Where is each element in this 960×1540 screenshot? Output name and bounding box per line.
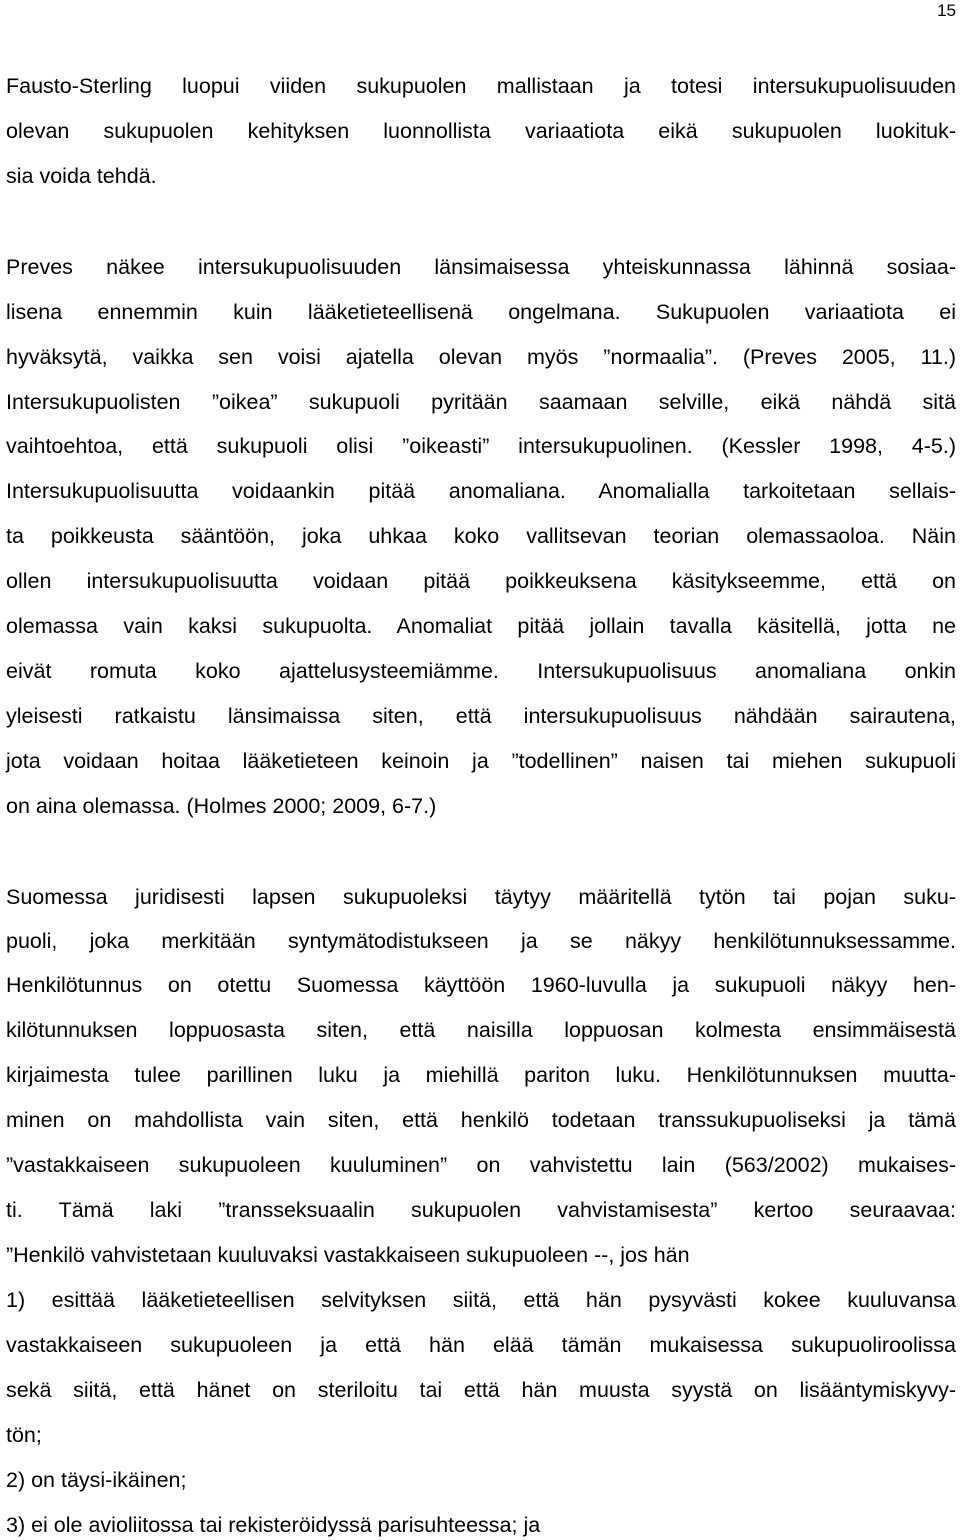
text-line: sia voida tehdä. bbox=[6, 164, 157, 188]
text-line: tön; bbox=[6, 1423, 42, 1447]
text-line: ”Henkilö vahvistetaan kuuluvaksi vastakkaiseen sukupuoleen --, jos hän bbox=[6, 1243, 690, 1267]
text-line: Preves näkee intersukupuolisuuden länsimaisessa yhteiskunnassa lähinnä sosiaa- bbox=[6, 255, 956, 279]
text-line: jota voidaan hoitaa lääketieteen keinoin ja ”todellinen” naisen tai miehen sukupuoli bbox=[6, 749, 956, 773]
text-line: ”vastakkaiseen sukupuoleen kuuluminen” on vahvistettu lain (563/2002) mukaises- bbox=[6, 1153, 956, 1177]
text-line: lisena ennemmin kuin lääketieteellisenä ongelmana. Sukupuolen variaatiota ei bbox=[6, 300, 956, 324]
text-line: sekä siitä, että hänet on steriloitu tai että hän muusta syystä on lisääntymiskyvy- bbox=[6, 1378, 956, 1402]
text-line: Intersukupuolisuutta voidaankin pitää anomaliana. Anomalialla tarkoitetaan sellais- bbox=[6, 479, 956, 503]
text-line: hyväksytä, vaikka sen voisi ajatella olevan myös ”normaalia”. (Preves 2005, 11.) bbox=[6, 345, 956, 369]
text-line: ollen intersukupuolisuutta voidaan pitää poikkeuksena käsitykseemme, että on bbox=[6, 569, 956, 593]
text-line: 1) esittää lääketieteellisen selvityksen siitä, että hän pysyvästi kokee kuuluvansa bbox=[6, 1288, 956, 1312]
text-line: ta poikkeusta sääntöön, joka uhkaa koko vallitsevan teorian olemassaoloa. Näin bbox=[6, 524, 956, 548]
text-line: kirjaimesta tulee parillinen luku ja miehillä pariton luku. Henkilötunnuksen muutta- bbox=[6, 1063, 956, 1087]
text-line: kilötunnuksen loppuosasta siten, että naisilla loppuosan kolmesta ensimmäisestä bbox=[6, 1018, 956, 1042]
text-line: 2) on täysi-ikäinen; bbox=[6, 1468, 187, 1492]
text-line: Henkilötunnus on otettu Suomessa käyttöön 1960-luvulla ja sukupuoli näkyy hen- bbox=[6, 973, 956, 997]
text-line: olevan sukupuolen kehityksen luonnollista variaatiota eikä sukupuolen luokituk- bbox=[6, 119, 956, 143]
text-line: puoli, joka merkitään syntymätodistukseen ja se näkyy henkilötunnuksessamme. bbox=[6, 929, 956, 953]
text-line: 3) ei ole avioliitossa tai rekisteröidyssä parisuhteessa; ja bbox=[6, 1513, 541, 1537]
text-line: Suomessa juridisesti lapsen sukupuoleksi täytyy määritellä tytön tai pojan suku- bbox=[6, 885, 956, 909]
text-line: on aina olemassa. (Holmes 2000; 2009, 6-7.) bbox=[6, 794, 437, 818]
page-number: 15 bbox=[937, 1, 956, 20]
text-line: eivät romuta koko ajattelusysteemiämme. Intersukupuolisuus anomaliana onkin bbox=[6, 659, 956, 683]
text-line: vaihtoehtoa, että sukupuoli olisi ”oikeasti” intersukupuolinen. (Kessler 1998, 4-5.) bbox=[6, 434, 956, 458]
text-line: ti. Tämä laki ”transseksuaalin sukupuolen vahvistamisesta” kertoo seuraavaa: bbox=[6, 1198, 956, 1222]
text-line: vastakkaiseen sukupuoleen ja että hän elää tämän mukaisessa sukupuoliroolissa bbox=[6, 1333, 956, 1357]
text-line: Intersukupuolisten ”oikea” sukupuoli pyritään saamaan selville, eikä nähdä sitä bbox=[6, 390, 956, 414]
text-line: Fausto-Sterling luopui viiden sukupuolen mallistaan ja totesi intersukupuolisuuden bbox=[6, 74, 956, 98]
text-line: minen on mahdollista vain siten, että henkilö todetaan transsukupuoliseksi ja tämä bbox=[6, 1108, 956, 1132]
text-line: olemassa vain kaksi sukupuolta. Anomaliat pitää jollain tavalla käsitellä, jotta ne bbox=[6, 614, 956, 638]
text-line: yleisesti ratkaistu länsimaissa siten, että intersukupuolisuus nähdään sairautena, bbox=[6, 704, 956, 728]
